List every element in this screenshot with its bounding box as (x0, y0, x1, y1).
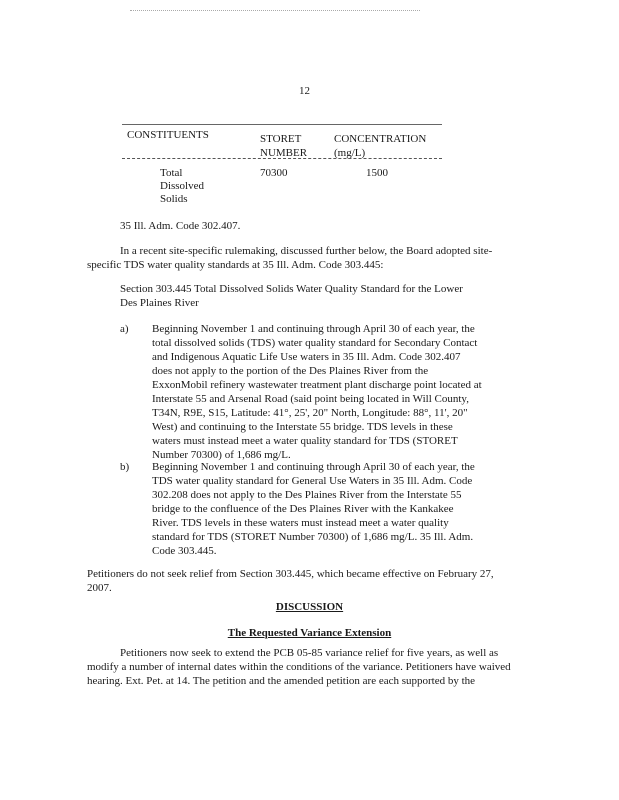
heading-discussion: DISCUSSION (275, 601, 344, 613)
section-title-line: Section 303.445 Total Dissolved Solids Water Quality Standard for the Lower (120, 283, 463, 295)
item-a-line: ExxonMobil refinery wastewater treatment plant discharge point located at (152, 379, 482, 391)
table-cell-constituent: Dissolved (160, 180, 204, 192)
final-para-line: hearing. Ext. Pet. at 14. The petition and the amended petition are each supported by the (87, 675, 476, 687)
table-header-rule (122, 158, 442, 159)
intro-line: specific TDS water quality standards at 35 Ill. Adm. Code 303.445: (87, 259, 384, 271)
item-a-line: does not apply to the portion of the Des Plaines River from the (152, 365, 429, 377)
item-a-line: and Indigenous Aquatic Life Use waters in 35 Ill. Adm. Code 302.407 (152, 351, 461, 363)
table-header-concentration: CONCENTRATION (334, 133, 427, 145)
item-a-line: Number 70300) of 1,686 mg/L. (152, 449, 291, 461)
item-a-line: waters must instead meet a water quality standard for TDS (STORET (152, 435, 458, 447)
petitioners-note-line: 2007. (87, 582, 112, 594)
table-header-units: (mg/L) (334, 147, 366, 159)
item-a-line: T34N, R9E, S15, Latitude: 41°, 25', 20" North, Longitude: 88°, 11', 20" (152, 407, 468, 419)
item-b-line: 302.208 does not apply to the Des Plaines River from the Interstate 55 (152, 489, 462, 501)
item-a-line: Interstate 55 and Arsenal Road (said point being located in Will County, (152, 393, 469, 405)
item-b-line: TDS water quality standard for General Use Waters in 35 Ill. Adm. Code (152, 475, 473, 487)
item-a-line: total dissolved solids (TDS) water quality standard for Secondary Contact (152, 337, 478, 349)
petitioners-note-line: Petitioners do not seek relief from Section 303.445, which became effective on February 27, (87, 568, 494, 580)
item-a-line: Beginning November 1 and continuing through April 30 of each year, the (152, 323, 475, 335)
table-top-rule (122, 124, 442, 125)
scan-artifact-line (130, 10, 420, 12)
intro-line: In a recent site-specific rulemaking, discussed further below, the Board adopted site- (120, 245, 493, 257)
table-cell-constituent: Total (160, 167, 183, 179)
item-b-line: River. TDS levels in these waters must instead meet a water quality (152, 517, 449, 529)
final-para-line: Petitioners now seek to extend the PCB 05-85 variance relief for five years, as well as (120, 647, 499, 659)
table-header-number: NUMBER (260, 147, 308, 159)
table-cell-concentration: 1500 (366, 167, 388, 179)
page-number: 12 (299, 85, 310, 97)
citation: 35 Ill. Adm. Code 302.407. (120, 220, 241, 232)
final-para-line: modify a number of internal dates within the conditions of the variance. Petitioners have waived (87, 661, 511, 673)
item-b-line: Code 303.445. (152, 545, 217, 557)
table-cell-constituent: Solids (160, 193, 188, 205)
item-b-label: b) (120, 461, 130, 473)
heading-variance-extension: The Requested Variance Extension (227, 627, 392, 639)
table-header-constituents: CONSTITUENTS (127, 129, 209, 141)
item-a-label: a) (120, 323, 129, 335)
item-b-line: Beginning November 1 and continuing through April 30 of each year, the (152, 461, 475, 473)
table-header-storet: STORET (260, 133, 302, 145)
item-b-line: standard for TDS (STORET Number 70300) of 1,686 mg/L. 35 Ill. Adm. (152, 531, 474, 543)
table-cell-storet: 70300 (260, 167, 288, 179)
item-a-line: West) and continuing to the Interstate 55 bridge. TDS levels in these (152, 421, 453, 433)
item-b-line: bridge to the confluence of the Des Plaines River with the Kankakee (152, 503, 454, 515)
section-title-line: Des Plaines River (120, 297, 199, 309)
